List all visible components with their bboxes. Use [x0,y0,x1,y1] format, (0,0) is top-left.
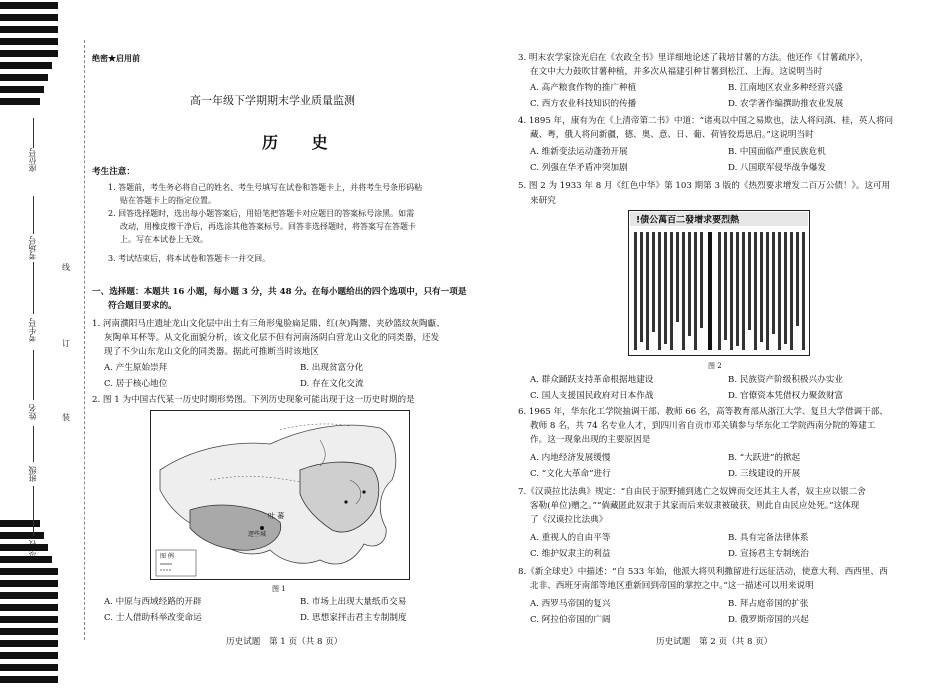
q3-option-a: A. 高产粮食作物的推广种植 [530,83,637,93]
q8-stem: 8.《新全球史》中描述：“自 533 年始，他派大将贝利撒留进行远征活动，使意大利、西西里、西 [518,567,888,577]
q6-stem-2: 教师 8 名，共 74 名专业人才，到四川省自贡市邓关镇参与华东化工学院西南分院的筹建工 [530,421,876,431]
candidate-number-label: 考生号 [28,318,37,342]
q6-option-b: B. “大跃进”的掀起 [728,453,801,463]
q1-stem-2: 灰陶单耳杯等。从文化面貌分析，该文化层不但有河南汤阴白营龙山文化的同类器，还发 [104,333,440,343]
notice-1b: 贴在答题卡上的指定位置。 [120,196,216,205]
q4-option-a: A. 维新变法运动蓬勃开展 [530,147,628,157]
q1-option-d: D. 存在文化交流 [300,379,364,389]
map-label-tubo: 吐 蕃 [268,512,285,520]
q6-option-d: D. 三线建设的开展 [728,469,801,479]
field-line [33,486,34,536]
q1-option-b: B. 出现贫富分化 [300,363,364,373]
section-heading: 一、选择题：本题共 16 小题，每小题 3 分，共 48 分。在每小题给出的四个选项中，只有一项是 [92,287,467,297]
q7-option-b: B. 具有完备法律体系 [728,533,809,543]
page-footer-2: 历史试题 第 2 页（共 8 页） [656,637,773,647]
q6-option-a: A. 内地经济发展缓慢 [530,453,611,463]
city-marker-icon [260,526,264,530]
subject-title: 历 史 [262,133,342,152]
exam-title: 高一年级下学期期末学业质量监测 [190,94,355,107]
q1-option-a: A. 产生原始崇拜 [104,363,168,373]
cut-char-bind: 订 [62,339,70,348]
q3-option-c: C. 西方农业科技知识的传播 [530,99,637,109]
q4-stem: 4. 1895 年，康有为在《上清帝第二书》中道：“诸夷以中国之易欺也，法人将问滇、桂，英人将问 [518,116,894,126]
q6-stem: 6. 1965 年，华东化工学院抽调干部、教师 66 名，高等教育部从浙江大学、复旦大学借调干部、 [518,407,888,417]
notice-3: 3. 考试结束后，将本试卷和答题卡一并交回。 [108,254,271,263]
q7-stem-2: 客勒(单位)赠之。”“倘藏匿此奴隶于其家而后来奴隶被破获，则此自由民应处死。”这体现 [530,501,860,511]
q7-option-c: C. 维护奴隶主的利益 [530,549,611,559]
q3-option-b: B. 江南地区农业多种经营兴盛 [728,83,843,93]
q3-stem-2: 在文中大力鼓吹甘薯种植，并多次从福建引种甘薯到松江、上海。这说明当时 [530,67,823,77]
newspaper-columns [634,232,805,350]
q6-stem-3: 作。这一现象出现的主要原因是 [530,435,651,445]
exam-room-label: 考场号 [28,236,37,260]
cut-char-staple: 装 [62,413,70,422]
figure1-caption: 图 1 [272,585,286,593]
page-footer-1: 历史试题 第 1 页（共 8 页） [226,637,343,647]
field-line [33,426,34,462]
notice-2b: 改动，用橡皮擦干净后，再选涂其他答案标号。回答非选择题时，将答案写在答题卡 [120,222,416,231]
q5-option-d: D. 官僚资本凭借权力聚敛财富 [728,391,844,401]
cut-line [84,40,85,640]
class-label: 班级 [28,466,37,482]
school-label: 学校 [28,540,37,556]
notice-2c: 上。写在本试卷上无效。 [120,235,208,244]
q5-option-b: B. 民族资产阶级积极兴办实业 [728,375,843,385]
field-line [33,350,34,400]
name-label: 姓名 [28,404,37,420]
q2-option-a: A. 中原与西域经路的开辟 [104,597,202,607]
q4-stem-2: 藏、粤，俄人将问新疆，德、奥、意、日、葡、荷皆狡焉思启。”这说明当时 [530,130,814,140]
q3-stem: 3. 明末农学家徐光启在《农政全书》里详细地论述了栽培甘薯的方法。他还作《甘薯疏序》， [518,53,869,63]
q8-option-b: B. 拜占庭帝国的扩张 [728,599,809,609]
city-marker-icon [344,500,347,503]
q8-stem-2: 北非、西班牙南部等地区重新回到帝国的掌控之中。”这一描述可以用来说明 [530,581,814,591]
q3-option-d: D. 农学著作编撰助推农业发展 [728,99,844,109]
q6-option-c: C. “文化大革命”进行 [530,469,611,479]
notice-1: 1. 答题前，考生务必将自己的姓名、考生号填写在试卷和答题卡上，并将考生号条形码粘 [108,183,423,192]
q2-option-c: C. 士人借助科举改变命运 [104,613,202,623]
notice-title: 考生注意： [92,167,135,177]
q1-stem: 1. 河南濮阳马庄遗址龙山文化层中出土有三角形鬼脸扁足鼎、红(灰)陶鬶、夹砂篮纹灰陶甗、 [92,319,445,329]
q4-option-c: C. 列强在华矛盾冲突加剧 [530,163,628,173]
q7-option-a: A. 重视人的自由平等 [530,533,611,543]
newspaper-headline: !债公萬百二發增求要烈熱 [636,215,740,226]
map-legend-title: 图 例 [160,553,174,560]
newspaper-figure [628,210,810,356]
secret-mark: 绝密★启用前 [92,53,140,63]
notice-2: 2. 回答选择题时，选出每小题答案后，用铅笔把答题卡对应题目的答案标号涂黑。如需 [108,209,415,218]
q5-option-a: A. 群众踊跃支持革命根据地建设 [530,375,654,385]
q7-option-d: D. 宣扬君主专制统治 [728,549,809,559]
section-heading-2: 符合题目要求的。 [108,301,177,311]
q1-stem-3: 现了不少山东龙山文化的同类器。据此可推断当时该地区 [104,347,319,357]
q5-stem-2: 来研究 [530,196,556,206]
q5-stem: 5. 图 2 为 1933 年 8 月《红色中华》第 103 期第 3 版的《热烈要求增发二百万公债！》。这可用 [518,181,891,191]
cut-char-line: 线 [62,263,70,272]
q8-option-d: D. 俄罗斯帝国的兴起 [728,615,809,625]
q2-option-b: B. 市场上出现大量纸币交易 [300,597,407,607]
binding-strip [0,0,58,688]
seat-number-label: 座位号 [28,148,37,172]
q8-option-c: C. 阿拉伯帝国的广阔 [530,615,611,625]
field-line [33,118,34,148]
field-line [33,196,34,234]
q4-option-d: D. 八国联军侵华战争爆发 [728,163,826,173]
q4-option-b: B. 中国面临严重民族危机 [728,147,826,157]
historical-map-figure [150,410,410,580]
city-marker-icon [362,490,365,493]
q7-stem-3: 了《汉谟拉比法典》 [530,515,608,525]
map-label-lhasa: 逻些城 [248,531,267,538]
q5-option-c: C. 国人支援国民政府对日本作战 [530,391,654,401]
q7-stem: 7.《汉谟拉比法典》规定：“自由民于原野捕到逃亡之奴婢而交还其主人者，奴主应以银二舍 [518,487,866,497]
q2-option-d: D. 思想家抨击君主专制制度 [300,613,407,623]
q8-option-a: A. 西罗马帝国的复兴 [530,599,611,609]
field-line [33,262,34,314]
q2-stem: 2. 图 1 为中国古代某一历史时期形势图。下列历史现象可能出现于这一历史时期的是 [92,395,415,405]
figure2-caption: 图 2 [708,362,722,370]
q1-option-c: C. 居于核心地位 [104,379,168,389]
